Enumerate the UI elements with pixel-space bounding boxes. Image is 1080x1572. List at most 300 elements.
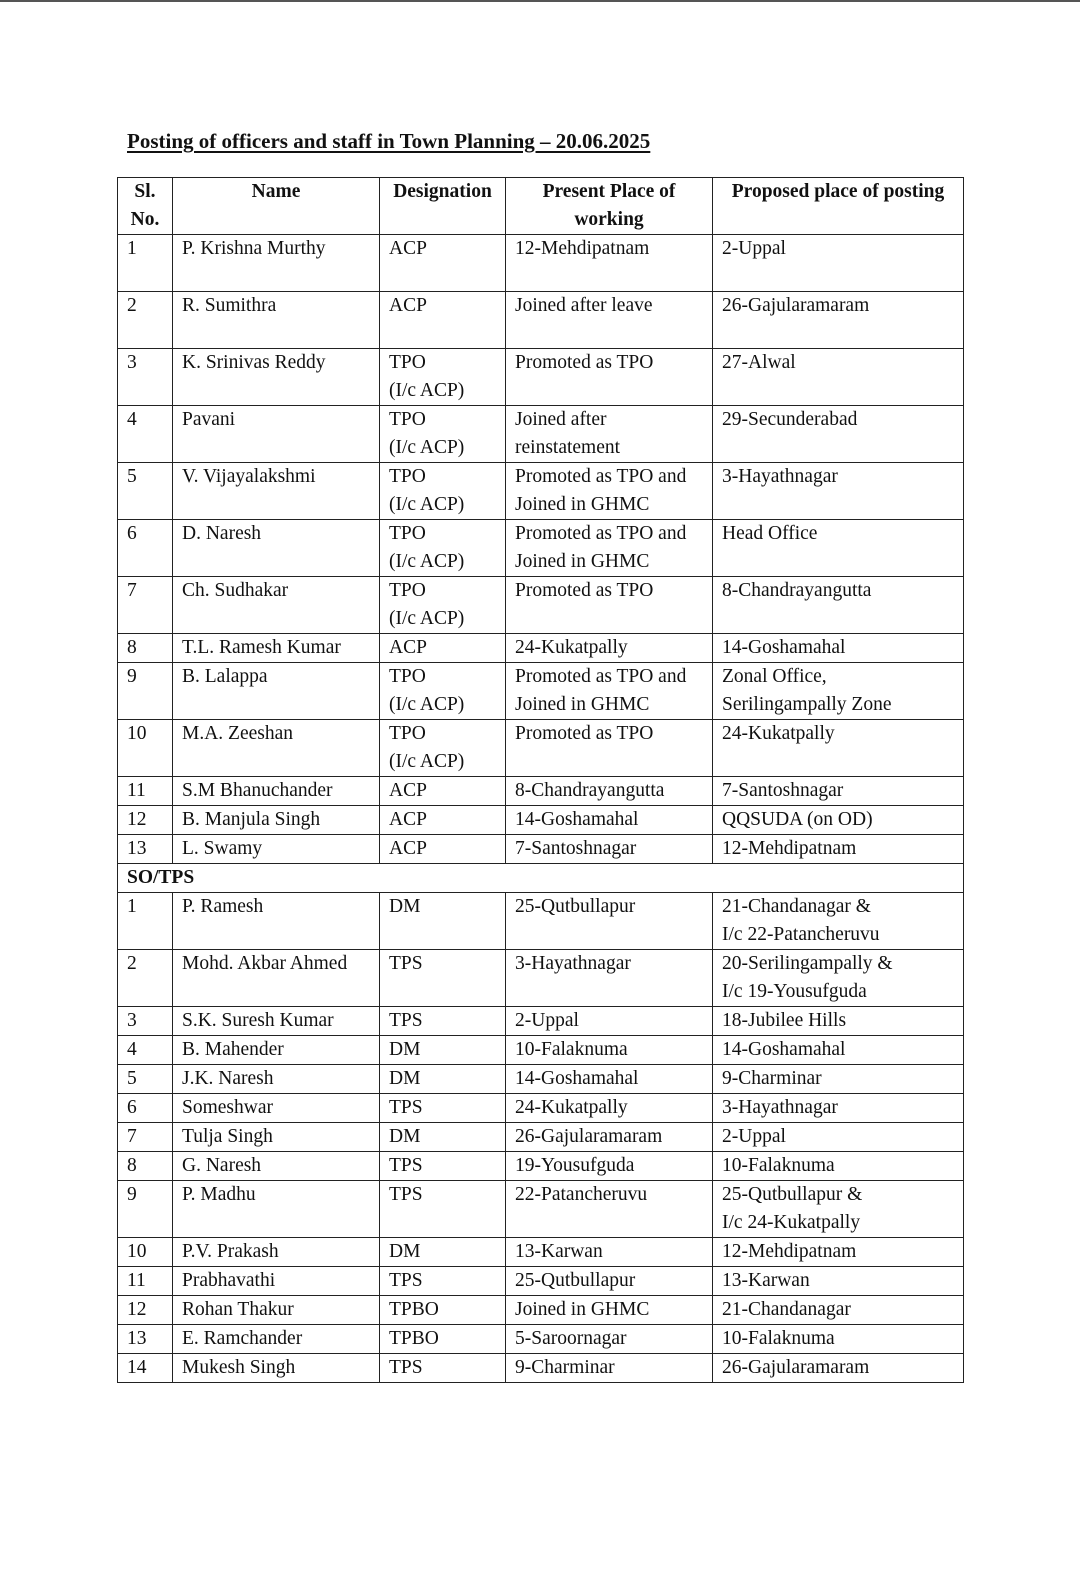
- present-place-text: 7-Santoshnagar: [515, 838, 637, 859]
- proposed-place-text: Serilingampally Zone: [722, 694, 892, 715]
- name-cell: [173, 292, 380, 349]
- sl-no: 5: [127, 466, 137, 487]
- sl-no: 9: [127, 666, 137, 687]
- officer-name: P. Ramesh: [182, 896, 264, 917]
- designation-text: DM: [389, 1241, 421, 1262]
- present-place-text: 3-Hayathnagar: [515, 953, 631, 974]
- table-row: [118, 1065, 964, 1094]
- table-row: [118, 1007, 964, 1036]
- header-present-place: [506, 178, 713, 235]
- present-place-text: 8-Chandrayangutta: [515, 780, 665, 801]
- proposed-place-text: 3-Hayathnagar: [722, 466, 838, 487]
- sl-no: 1: [127, 238, 137, 259]
- name-cell: [173, 663, 380, 720]
- officer-name: B. Mahender: [182, 1039, 284, 1060]
- officer-name: Mukesh Singh: [182, 1357, 296, 1378]
- present-place-text: 24-Kukatpally: [515, 637, 628, 658]
- top-border-line: [0, 0, 1080, 2]
- proposed-place-text: QQSUDA (on OD): [722, 809, 873, 830]
- officer-name: P.V. Prakash: [182, 1241, 279, 1262]
- proposed-place-text: I/c 24-Kukatpally: [722, 1212, 861, 1233]
- present-place-cell: [506, 463, 713, 520]
- proposed-place-cell: [713, 720, 964, 777]
- officer-name: P. Madhu: [182, 1184, 256, 1205]
- designation-cell: [380, 835, 506, 864]
- proposed-place-cell: [713, 1354, 964, 1383]
- sl-no-cell: [118, 1065, 173, 1094]
- officer-name: Mohd. Akbar Ahmed: [182, 953, 348, 974]
- proposed-place-cell: [713, 893, 964, 950]
- officer-name: S.K. Suresh Kumar: [182, 1010, 334, 1031]
- proposed-place-text: 12-Mehdipatnam: [722, 1241, 857, 1262]
- officer-name: M.A. Zeeshan: [182, 723, 294, 744]
- sl-no: 4: [127, 1039, 137, 1060]
- present-place-cell: [506, 520, 713, 577]
- designation-cell: [380, 520, 506, 577]
- sl-no: 6: [127, 1097, 137, 1118]
- proposed-place-cell: [713, 235, 964, 292]
- proposed-place-text: 29-Secunderabad: [722, 409, 858, 430]
- designation-cell: [380, 1007, 506, 1036]
- present-place-text: Promoted as TPO: [515, 723, 654, 744]
- officer-name: Ch. Sudhakar: [182, 580, 289, 601]
- present-place-cell: [506, 292, 713, 349]
- designation-text: TPS: [389, 1155, 423, 1176]
- name-cell: [173, 1296, 380, 1325]
- present-place-text: Promoted as TPO and: [515, 466, 687, 487]
- designation-cell: [380, 1181, 506, 1238]
- designation-cell: [380, 1152, 506, 1181]
- present-place-cell: [506, 1065, 713, 1094]
- table-row: [118, 893, 964, 950]
- sl-no: 7: [127, 580, 137, 601]
- present-place-cell: [506, 577, 713, 634]
- sl-no-cell: [118, 1267, 173, 1296]
- table-row: [118, 1238, 964, 1267]
- officer-name: L. Swamy: [182, 838, 263, 859]
- officer-name: Prabhavathi: [182, 1270, 276, 1291]
- designation-cell: [380, 1036, 506, 1065]
- present-place-text: 10-Falaknuma: [515, 1039, 628, 1060]
- designation-text: TPO: [389, 352, 426, 373]
- present-place-text: reinstatement: [515, 437, 621, 458]
- designation-text: TPS: [389, 1184, 423, 1205]
- table-row: [118, 1152, 964, 1181]
- present-place-cell: [506, 1181, 713, 1238]
- designation-text: DM: [389, 1039, 421, 1060]
- proposed-place-cell: [713, 1238, 964, 1267]
- sl-no: 5: [127, 1068, 137, 1089]
- proposed-place-cell: [713, 1325, 964, 1354]
- designation-cell: [380, 1123, 506, 1152]
- section-header-row: [118, 864, 964, 893]
- designation-text: TPO: [389, 466, 426, 487]
- table-row: [118, 406, 964, 463]
- sl-no-cell: [118, 292, 173, 349]
- present-place-text: Joined in GHMC: [515, 694, 650, 715]
- table-row: [118, 777, 964, 806]
- present-place-cell: [506, 777, 713, 806]
- table-row: [118, 806, 964, 835]
- sl-no-cell: [118, 1007, 173, 1036]
- designation-text: ACP: [389, 295, 427, 316]
- name-cell: [173, 349, 380, 406]
- table-row: [118, 663, 964, 720]
- officer-name: Someshwar: [182, 1097, 273, 1118]
- proposed-place-text: 2-Uppal: [722, 1126, 786, 1147]
- present-place-cell: [506, 1238, 713, 1267]
- designation-cell: [380, 292, 506, 349]
- proposed-place-text: I/c 19-Yousufguda: [722, 981, 867, 1002]
- sl-no-cell: [118, 950, 173, 1007]
- sl-no: 14: [127, 1357, 147, 1378]
- header-text: Sl.: [134, 181, 156, 202]
- sl-no: 3: [127, 1010, 137, 1031]
- designation-text: TPO: [389, 409, 426, 430]
- officer-name: T.L. Ramesh Kumar: [182, 637, 341, 658]
- header-text: Name: [251, 181, 301, 202]
- designation-cell: [380, 235, 506, 292]
- sl-no: 13: [127, 1328, 147, 1349]
- name-cell: [173, 950, 380, 1007]
- present-place-cell: [506, 406, 713, 463]
- sl-no-cell: [118, 835, 173, 864]
- table-row: [118, 950, 964, 1007]
- proposed-place-text: 14-Goshamahal: [722, 1039, 846, 1060]
- proposed-place-text: 21-Chandanagar &: [722, 896, 871, 917]
- sl-no: 3: [127, 352, 137, 373]
- name-cell: [173, 235, 380, 292]
- document-title: Posting of officers and staff in Town Planning – 20.06.2025: [127, 129, 651, 153]
- officer-name: P. Krishna Murthy: [182, 238, 326, 259]
- present-place-text: 22-Patancheruvu: [515, 1184, 648, 1205]
- officer-name: J.K. Naresh: [182, 1068, 274, 1089]
- proposed-place-cell: [713, 777, 964, 806]
- sl-no: 12: [127, 809, 147, 830]
- table-row: [118, 1267, 964, 1296]
- designation-cell: [380, 349, 506, 406]
- designation-cell: [380, 577, 506, 634]
- present-place-cell: [506, 720, 713, 777]
- name-cell: [173, 893, 380, 950]
- sl-no-cell: [118, 1036, 173, 1065]
- designation-cell: [380, 1296, 506, 1325]
- sl-no: 12: [127, 1299, 147, 1320]
- designation-cell: [380, 663, 506, 720]
- designation-text: ACP: [389, 238, 427, 259]
- sl-no: 11: [127, 780, 146, 801]
- table-row: [118, 292, 964, 349]
- present-place-cell: [506, 893, 713, 950]
- header-name: [173, 178, 380, 235]
- designation-cell: [380, 406, 506, 463]
- designation-cell: [380, 720, 506, 777]
- officer-name: S.M Bhanuchander: [182, 780, 333, 801]
- proposed-place-text: 13-Karwan: [722, 1270, 810, 1291]
- proposed-place-text: 27-Alwal: [722, 352, 796, 373]
- present-place-cell: [506, 1123, 713, 1152]
- designation-text: TPS: [389, 1097, 423, 1118]
- designation-cell: [380, 806, 506, 835]
- name-cell: [173, 1065, 380, 1094]
- proposed-place-text: 26-Gajularamaram: [722, 295, 870, 316]
- table-row: [118, 720, 964, 777]
- present-place-cell: [506, 663, 713, 720]
- present-place-cell: [506, 634, 713, 663]
- present-place-text: 12-Mehdipatnam: [515, 238, 650, 259]
- name-cell: [173, 1152, 380, 1181]
- present-place-text: 14-Goshamahal: [515, 809, 639, 830]
- proposed-place-cell: [713, 1123, 964, 1152]
- designation-text: TPBO: [389, 1328, 439, 1349]
- officer-name: R. Sumithra: [182, 295, 277, 316]
- name-cell: [173, 1238, 380, 1267]
- designation-text: TPBO: [389, 1299, 439, 1320]
- proposed-place-text: 24-Kukatpally: [722, 723, 835, 744]
- designation-text: (I/c ACP): [389, 751, 465, 772]
- designation-text: ACP: [389, 838, 427, 859]
- present-place-text: 26-Gajularamaram: [515, 1126, 663, 1147]
- sl-no: 1: [127, 896, 137, 917]
- name-cell: [173, 520, 380, 577]
- sl-no-cell: [118, 1238, 173, 1267]
- present-place-cell: [506, 1094, 713, 1123]
- table-row: [118, 1354, 964, 1383]
- present-place-text: Joined in GHMC: [515, 494, 650, 515]
- present-place-text: Promoted as TPO and: [515, 666, 687, 687]
- sl-no: 2: [127, 295, 137, 316]
- designation-cell: [380, 1267, 506, 1296]
- sl-no-cell: [118, 1152, 173, 1181]
- proposed-place-cell: [713, 1181, 964, 1238]
- designation-text: ACP: [389, 809, 427, 830]
- officer-name: Tulja Singh: [182, 1126, 273, 1147]
- designation-text: TPO: [389, 723, 426, 744]
- proposed-place-text: 3-Hayathnagar: [722, 1097, 838, 1118]
- designation-cell: [380, 1094, 506, 1123]
- designation-text: (I/c ACP): [389, 551, 465, 572]
- proposed-place-cell: [713, 349, 964, 406]
- designation-cell: [380, 463, 506, 520]
- designation-text: DM: [389, 1126, 421, 1147]
- sl-no-cell: [118, 406, 173, 463]
- proposed-place-text: Head Office: [722, 523, 818, 544]
- officer-name: B. Manjula Singh: [182, 809, 321, 830]
- designation-text: (I/c ACP): [389, 608, 465, 629]
- present-place-cell: [506, 1325, 713, 1354]
- officer-name: B. Lalappa: [182, 666, 268, 687]
- present-place-cell: [506, 1152, 713, 1181]
- table-row: [118, 835, 964, 864]
- present-place-text: 5-Saroornagar: [515, 1328, 627, 1349]
- present-place-cell: [506, 806, 713, 835]
- present-place-text: Promoted as TPO and: [515, 523, 687, 544]
- officer-name: G. Naresh: [182, 1155, 262, 1176]
- sl-no: 10: [127, 1241, 147, 1262]
- present-place-text: 2-Uppal: [515, 1010, 579, 1031]
- present-place-cell: [506, 835, 713, 864]
- sl-no: 4: [127, 409, 137, 430]
- present-place-cell: [506, 1354, 713, 1383]
- designation-text: DM: [389, 896, 421, 917]
- name-cell: [173, 463, 380, 520]
- name-cell: [173, 1007, 380, 1036]
- sl-no-cell: [118, 893, 173, 950]
- proposed-place-cell: [713, 1296, 964, 1325]
- proposed-place-text: 7-Santoshnagar: [722, 780, 844, 801]
- table-row: [118, 463, 964, 520]
- designation-cell: [380, 634, 506, 663]
- present-place-text: Joined after leave: [515, 295, 653, 316]
- present-place-text: 14-Goshamahal: [515, 1068, 639, 1089]
- header-text: working: [574, 209, 644, 230]
- name-cell: [173, 1094, 380, 1123]
- header-text: Present Place of: [542, 181, 676, 202]
- proposed-place-text: 26-Gajularamaram: [722, 1357, 870, 1378]
- designation-text: TPO: [389, 666, 426, 687]
- officer-name: V. Vijayalakshmi: [182, 466, 316, 487]
- proposed-place-cell: [713, 292, 964, 349]
- sl-no-cell: [118, 663, 173, 720]
- proposed-place-cell: [713, 1094, 964, 1123]
- sl-no-cell: [118, 720, 173, 777]
- designation-text: (I/c ACP): [389, 437, 465, 458]
- name-cell: [173, 777, 380, 806]
- present-place-text: 13-Karwan: [515, 1241, 603, 1262]
- table-header-row: [118, 178, 964, 235]
- section-label: SO/TPS: [118, 864, 964, 893]
- present-place-text: Promoted as TPO: [515, 580, 654, 601]
- sl-no: 9: [127, 1184, 137, 1205]
- designation-text: (I/c ACP): [389, 694, 465, 715]
- proposed-place-text: 20-Serilingampally &: [722, 953, 893, 974]
- designation-text: TPS: [389, 1010, 423, 1031]
- proposed-place-text: 21-Chandanagar: [722, 1299, 851, 1320]
- proposed-place-text: 10-Falaknuma: [722, 1328, 835, 1349]
- present-place-cell: [506, 1267, 713, 1296]
- proposed-place-cell: [713, 463, 964, 520]
- designation-text: TPO: [389, 523, 426, 544]
- sl-no: 2: [127, 953, 137, 974]
- proposed-place-cell: [713, 663, 964, 720]
- proposed-place-cell: [713, 577, 964, 634]
- sl-no-cell: [118, 520, 173, 577]
- present-place-cell: [506, 1036, 713, 1065]
- proposed-place-text: 12-Mehdipatnam: [722, 838, 857, 859]
- proposed-place-cell: [713, 1267, 964, 1296]
- sl-no-cell: [118, 349, 173, 406]
- proposed-place-text: 8-Chandrayangutta: [722, 580, 872, 601]
- table-row: [118, 235, 964, 292]
- table-row: [118, 634, 964, 663]
- designation-text: ACP: [389, 780, 427, 801]
- table-row: [118, 1036, 964, 1065]
- name-cell: [173, 1325, 380, 1354]
- header-sl-no: [118, 178, 173, 235]
- sl-no: 8: [127, 637, 137, 658]
- sl-no-cell: [118, 634, 173, 663]
- present-place-text: 25-Qutbullapur: [515, 1270, 636, 1291]
- proposed-place-text: I/c 22-Patancheruvu: [722, 924, 880, 945]
- present-place-text: Joined in GHMC: [515, 551, 650, 572]
- proposed-place-cell: [713, 1065, 964, 1094]
- designation-cell: [380, 950, 506, 1007]
- header-proposed-place: [713, 178, 964, 235]
- sl-no: 13: [127, 838, 147, 859]
- proposed-place-cell: [713, 806, 964, 835]
- sl-no: 7: [127, 1126, 137, 1147]
- present-place-cell: [506, 950, 713, 1007]
- header-designation: [380, 178, 506, 235]
- name-cell: [173, 577, 380, 634]
- officer-name: Pavani: [182, 409, 236, 430]
- proposed-place-text: 9-Charminar: [722, 1068, 822, 1089]
- sl-no-cell: [118, 806, 173, 835]
- name-cell: [173, 835, 380, 864]
- designation-text: TPO: [389, 580, 426, 601]
- sl-no-cell: [118, 1354, 173, 1383]
- proposed-place-cell: [713, 1036, 964, 1065]
- present-place-text: 19-Yousufguda: [515, 1155, 635, 1176]
- name-cell: [173, 406, 380, 463]
- name-cell: [173, 806, 380, 835]
- sl-no: 11: [127, 1270, 146, 1291]
- designation-text: TPS: [389, 1357, 423, 1378]
- designation-text: (I/c ACP): [389, 380, 465, 401]
- name-cell: [173, 1181, 380, 1238]
- present-place-text: Promoted as TPO: [515, 352, 654, 373]
- proposed-place-cell: [713, 1152, 964, 1181]
- present-place-text: Joined in GHMC: [515, 1299, 650, 1320]
- proposed-place-cell: [713, 406, 964, 463]
- present-place-text: 24-Kukatpally: [515, 1097, 628, 1118]
- name-cell: [173, 1267, 380, 1296]
- sl-no: 8: [127, 1155, 137, 1176]
- officer-name: Rohan Thakur: [182, 1299, 294, 1320]
- sl-no-cell: [118, 1181, 173, 1238]
- designation-text: ACP: [389, 637, 427, 658]
- table-row: [118, 1094, 964, 1123]
- header-text: Proposed place of posting: [731, 181, 945, 202]
- table-row: [118, 577, 964, 634]
- proposed-place-cell: [713, 520, 964, 577]
- designation-text: (I/c ACP): [389, 494, 465, 515]
- table-row: [118, 349, 964, 406]
- sl-no-cell: [118, 235, 173, 292]
- table-row: [118, 1296, 964, 1325]
- officer-name: E. Ramchander: [182, 1328, 303, 1349]
- sl-no-cell: [118, 463, 173, 520]
- present-place-text: 25-Qutbullapur: [515, 896, 636, 917]
- table-row: [118, 1123, 964, 1152]
- proposed-place-cell: [713, 1007, 964, 1036]
- sl-no-cell: [118, 1123, 173, 1152]
- designation-text: DM: [389, 1068, 421, 1089]
- postings-table: [117, 177, 964, 1383]
- officer-name: K. Srinivas Reddy: [182, 352, 326, 373]
- sl-no-cell: [118, 577, 173, 634]
- present-place-cell: [506, 1007, 713, 1036]
- proposed-place-text: Zonal Office,: [722, 666, 827, 687]
- proposed-place-cell: [713, 950, 964, 1007]
- table-row: [118, 520, 964, 577]
- header-text: Designation: [393, 181, 492, 202]
- sl-no-cell: [118, 777, 173, 806]
- sl-no: 6: [127, 523, 137, 544]
- table-row: [118, 1325, 964, 1354]
- name-cell: [173, 720, 380, 777]
- designation-cell: [380, 1325, 506, 1354]
